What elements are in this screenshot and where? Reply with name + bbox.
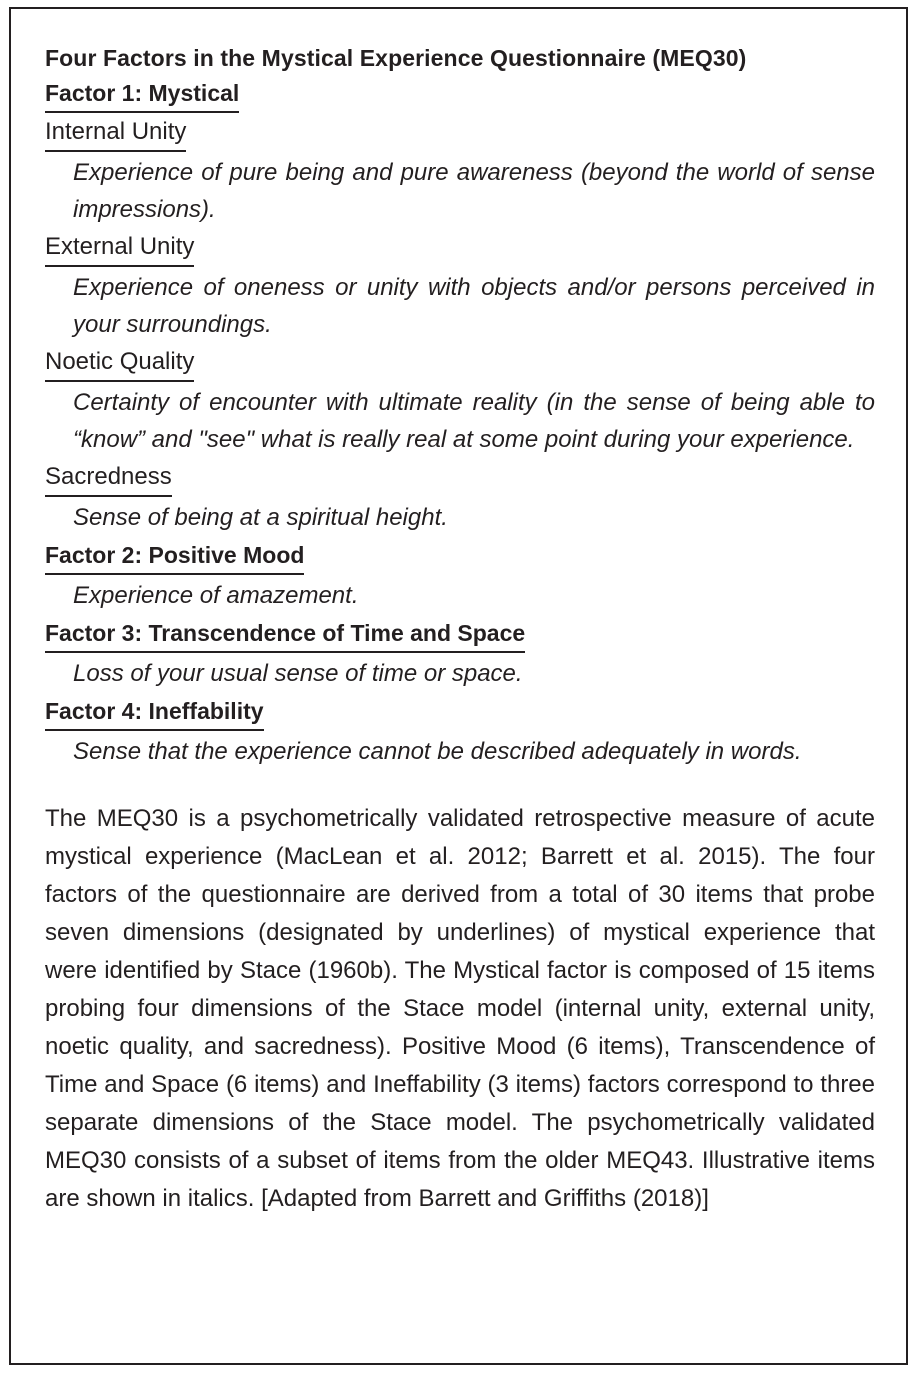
dimension-noetic-quality-heading: Noetic Quality (45, 345, 194, 382)
dimension-internal-unity-heading: Internal Unity (45, 115, 186, 152)
dimension-external-unity-description: Experience of oneness or unity with objects and/or persons perceived in your surroundings. (73, 274, 875, 338)
factor-3-heading: Factor 3: Transcendence of Time and Space (45, 616, 525, 653)
box-content (45, 40, 875, 1218)
dimension-sacredness-heading: Sacredness (45, 460, 172, 497)
dimension-noetic-quality-description: Certainty of encounter with ultimate reality (in the sense of being able to “know” and "see" what is really real at some point during your experience. (73, 389, 875, 453)
box-caption: The MEQ30 is a psychometrically validated retrospective measure of acute mystical experience (MacLean et al. 2012; Barrett et al. 2015). The four factors of the questionnaire are derived from a total of 30 items that probe seven dimensions (designated by underlines) of mystical experience that were identified by Stace (1960b). The Mystical factor is composed of 15 items probing four dimensions of the Stace model (internal unity, external unity, noetic quality, and sacredness). Positive Mood (6 items), Transcendence of Time and Space (6 items) and Ineffability (3 items) factors correspond to three separate dimensions of the Stace model. The psychometrically validated MEQ30 consists of a subset of items from the older MEQ43. Illustrative items are shown in italics. [Adapted from Barrett and Griffiths (2018)] (45, 805, 875, 1212)
box-title: Four Factors in the Mystical Experience Questionnaire (MEQ30) (45, 45, 747, 71)
dimension-sacredness-description: Sense of being at a spiritual height. (73, 504, 448, 531)
factor-4-description: Sense that the experience cannot be described adequately in words. (73, 738, 802, 765)
factor-2-heading: Factor 2: Positive Mood (45, 538, 304, 575)
factor-1-heading: Factor 1: Mystical (45, 76, 239, 113)
dimension-internal-unity-description: Experience of pure being and pure awareness (beyond the world of sense impressions). (73, 159, 875, 223)
factor-4-heading: Factor 4: Ineffability (45, 694, 264, 731)
dimension-external-unity-heading: External Unity (45, 230, 194, 267)
factor-3-description: Loss of your usual sense of time or space. (73, 660, 523, 687)
factor-2-description: Experience of amazement. (73, 582, 359, 609)
